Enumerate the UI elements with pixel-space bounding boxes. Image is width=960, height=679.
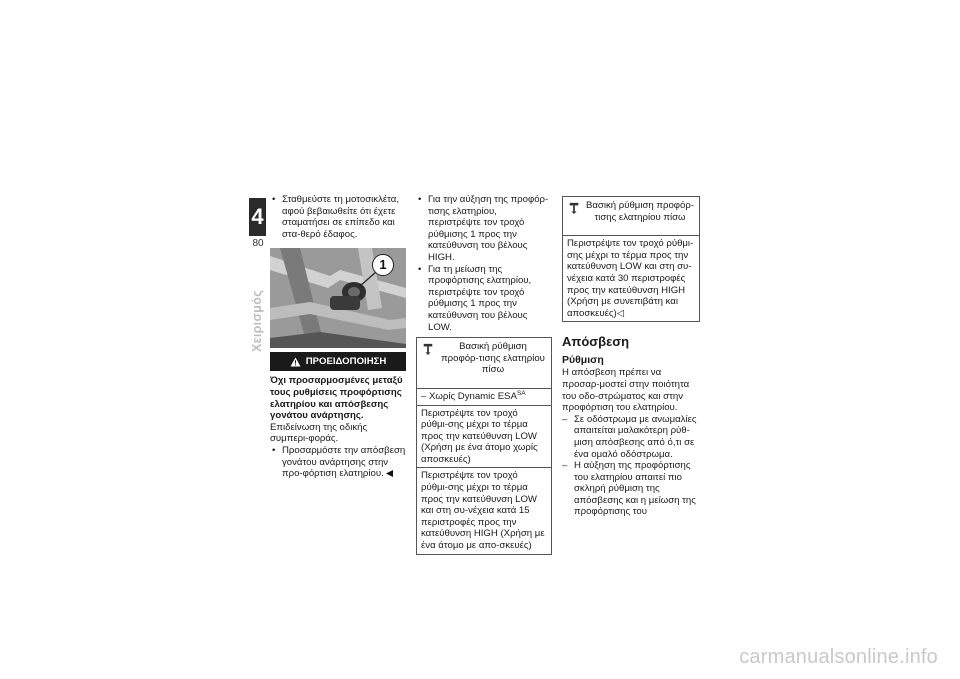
damping-body-text: Η απόσβεση πρέπει να προσαρ-μοστεί στην ποιότητα του οδο-στρώματος και στην προφόρτιση του ελατηρίου.: [562, 367, 690, 414]
spec-table-variant: [417, 388, 551, 405]
wrench-icon: [567, 200, 581, 214]
list-item: [270, 445, 406, 480]
chapter-tab: 4: [249, 198, 266, 236]
warning-triangle-icon: [290, 357, 301, 367]
warning-banner: [270, 352, 406, 371]
column-3: [562, 194, 700, 518]
watermark: carmanualsonline.info: [739, 646, 938, 668]
decrease-bullet-text: Για τη μείωση της προφόρτισης ελατηρίου, περιστρέψτε τον τροχό ρύθμισης 1 προς την κατεύθυνση του βέλους LOW.: [428, 263, 532, 333]
subsection-heading: Ρύθμιση: [562, 354, 604, 367]
section-title-text: Χειρισμός: [250, 290, 265, 352]
dash-text-2: Η αύξηση της προφόρτισης του ελατηρίου απαιτεί πιο σκληρή ρύθμιση της απόσβεσης και η μείωση της προφόρτισης του: [574, 460, 696, 518]
dash-marker: –: [562, 413, 568, 425]
spec-table-title: Βασική ρύθμιση προφόρ-τισης ελατηρίου πίσω: [585, 200, 695, 223]
suspension-photo: [270, 248, 406, 348]
warning-text: Επιδείνωση της οδικής συμπερι-φοράς.: [270, 421, 368, 445]
bullet-icon: •: [272, 194, 276, 205]
spec-table-header: [563, 197, 699, 235]
page-number: 80: [252, 238, 264, 249]
spec-table-with-passenger: [562, 196, 700, 322]
column-1: [270, 194, 406, 480]
list-item: [562, 460, 700, 518]
bullet-icon: •: [272, 444, 276, 456]
variant-dash: –: [421, 390, 430, 402]
spec-table-row: Περιστρέψτε τον τροχό ρύθμι-σης μέχρι το τέρμα προς την κατεύθυνση LOW (Χρήση με ένα άτομο χωρίς αποσκευές): [417, 405, 551, 468]
callout-badge: 1: [372, 254, 394, 276]
dash-marker: –: [562, 460, 568, 472]
column-2: [416, 194, 552, 555]
wrench-icon: [421, 341, 435, 355]
end-marker-icon: [386, 470, 393, 477]
section-heading: Απόσβεση: [562, 334, 630, 350]
spec-table-basic-setting: [416, 337, 552, 555]
spec-table-row: Περιστρέψτε τον τροχό ρύθμι-σης μέχρι το τέρμα προς την κατεύθυνση LOW και στη συ-νέχεια κατά 15 περιστροφές προς την κατεύθυνση HIGH (Χρήση με ένα άτομο με απο-σκευές): [417, 467, 551, 553]
bullet-icon: •: [418, 263, 422, 275]
spec-table-header: [417, 338, 551, 388]
list-item: [416, 264, 552, 334]
list-item: [562, 414, 700, 460]
spec-table-row: Περιστρέψτε τον τροχό ρύθμι-σης μέχρι το τέρμα προς την κατεύθυνση LOW και στη συ-νέχεια κατά 30 περιστροφές προς την κατεύθυνση HIGH (Χρήση με συνεπιβάτη και αποσκευές)◁: [563, 235, 699, 321]
list-item: [270, 194, 406, 240]
intro-bullet-text: Σταθμεύστε τη μοτοσικλέτα, αφού βεβαιωθείτε ότι έχετε σταματήσει σε επίπεδο και στα-θερό έδαφος.: [282, 194, 400, 240]
list-item: [416, 194, 552, 264]
increase-bullet-text: Για την αύξηση της προφόρ-τισης ελατηρίου, περιστρέψτε τον τροχό ρύθμισης 1 προς την κατεύθυνση του βέλους HIGH.: [428, 194, 549, 263]
warning-bullet-text: Προσαρμόστε την απόσβεση γονάτου ανάρτησης στην προ-φόρτιση ελατηρίου.: [282, 444, 406, 480]
bullet-icon: •: [418, 194, 422, 205]
variant-text: Χωρίς Dynamic ESA: [429, 390, 517, 402]
warning-label: ΠΡΟΕΙΔΟΠΟΙΗΣΗ: [305, 356, 387, 368]
variant-sup: SA: [516, 389, 526, 397]
dash-text-1: Σε οδόστρωμα με ανωμαλίες απαιτείται μαλακότερη ρύθ-μιση απόσβεσης από ό,τι σε ένα ομαλό οδόστρωμα.: [574, 413, 697, 460]
spec-table-title: Βασική ρύθμιση προφόρ-τισης ελατηρίου πίσω: [441, 341, 545, 376]
warning-title: Όχι προσαρμοσμένες μεταξύ τους ρυθμίσεις προφόρτισης ελατηρίου και απόσβεσης γονάτου ανάρτησης.: [270, 375, 403, 422]
